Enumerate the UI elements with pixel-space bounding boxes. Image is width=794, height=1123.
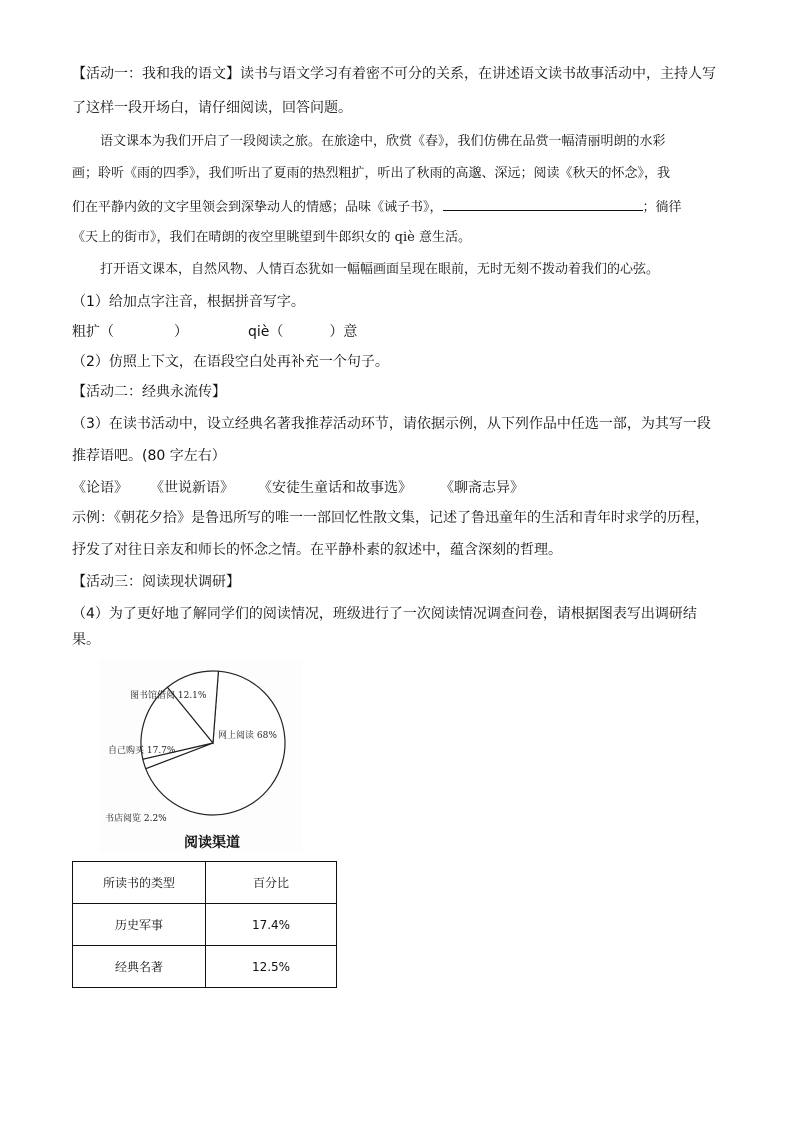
pie-chart-container (100, 660, 302, 852)
q1-item-a-close: ） (174, 324, 188, 340)
reading-type-table (72, 861, 337, 988)
activity2-heading: 【活动二：经典永流传】 (72, 384, 226, 400)
example-line2: 抒发了对往日亲友和师长的怀念之情。在平静朴素的叙述中，蕴含深刻的哲理。 (72, 542, 562, 558)
table-row (73, 946, 337, 988)
passage-line2: 画；聆听《雨的四季》，我们听出了夏雨的热烈粗扩，听出了秋雨的高邈、深远；阅读《秋天的怀念》，我 (72, 166, 671, 181)
table-cell: 17.4% (206, 904, 337, 946)
table-cell: 12.5% (206, 946, 337, 988)
table-cell: 经典名著 (73, 946, 206, 988)
book-item: 《世说新语》 (150, 480, 234, 496)
book-item: 《论语》 (72, 480, 128, 496)
pie-slice-label: 自己购买 17.7% (108, 746, 176, 756)
book-list (72, 478, 524, 498)
table-cell: 历史军事 (73, 904, 206, 946)
question-3-line2: 推荐语吧。(80 字左右） (72, 448, 226, 464)
pie-slice-label: 网上阅读 68% (218, 731, 277, 741)
pie-chart (100, 660, 302, 852)
question-3-line1: （3）在读书活动中，设立经典名著我推荐活动环节，请依据示例，从下列作品中任选一部，为其写一段 (72, 416, 711, 432)
question-1-items (72, 322, 357, 342)
passage-line5: 打开语文课本，自然风物、人情百态犹如一幅幅画面呈现在眼前，无时无刻不拨动着我们的心弦。 (100, 262, 660, 277)
table-row (73, 904, 337, 946)
question-4-line2: 果。 (72, 632, 100, 648)
passage-line3 (72, 196, 682, 218)
chart-title: 阅读渠道 (184, 835, 240, 851)
book-item: 《聊斋志异》 (440, 480, 524, 496)
activity1-intro-line1: 【活动一：我和我的语文】读书与语文学习有着密不可分的关系，在讲述语文读书故事活动中，主持人写 (72, 66, 716, 82)
example-line1: 示例：《朝花夕拾》是鲁迅所写的唯一一部回忆性散文集，记述了鲁迅童年的生活和青年时求学的历程， (72, 510, 709, 526)
book-item: 《安徒生童话和故事选》 (258, 480, 412, 496)
q1-item-b: qiè（ (248, 324, 284, 340)
activity3-heading: 【活动三：阅读现状调研】 (72, 574, 240, 590)
fill-in-blank[interactable] (443, 196, 643, 211)
passage-line3-text: 们在平静内敛的文字里领会到深挚动人的情感；品味《诫子书》， (72, 200, 443, 215)
passage-line4: 《天上的街市》，我们在晴朗的夜空里眺望到牛郎织女的 qiè 意生活。 (72, 230, 471, 245)
question-2: （2）仿照上下文，在语段空白处再补充一个句子。 (72, 354, 389, 370)
passage-line1: 语文课本为我们开启了一段阅读之旅。在旅途中，欣赏《春》，我们仿佛在品赏一幅清丽明朗的水彩 (100, 134, 666, 149)
table-header-row (73, 862, 337, 904)
pie-slice-label: 书店阅览 2.2% (105, 814, 167, 824)
question-4-line1: （4）为了更好地了解同学们的阅读情况，班级进行了一次阅读情况调查问卷，请根据图表写出调研结 (72, 606, 697, 622)
q1-item-a: 粗扩（ (72, 324, 114, 340)
table-header-cell: 百分比 (206, 862, 337, 904)
q1-item-b-close: ）意 (329, 324, 358, 340)
question-1: （1）给加点字注音，根据拼音写字。 (72, 294, 305, 310)
passage-line3-tail: ；徜徉 (642, 200, 682, 215)
pie-slice-label: 图书馆借阅 12.1% (130, 691, 207, 701)
activity1-intro-line2: 了这样一段开场白，请仔细阅读，回答问题。 (72, 100, 352, 116)
table-header-cell: 所读书的类型 (73, 862, 206, 904)
